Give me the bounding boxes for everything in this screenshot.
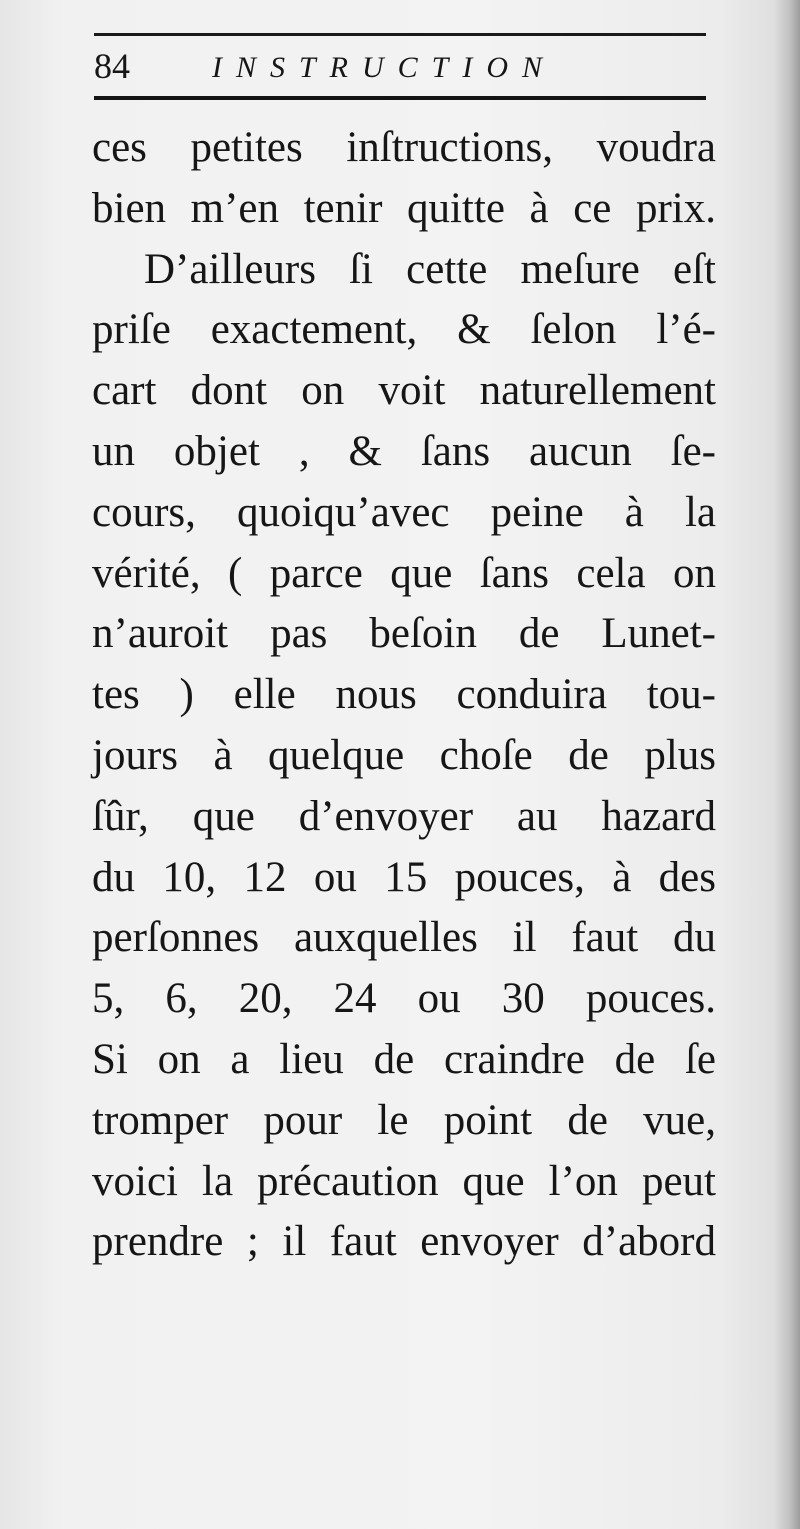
text-line: D’ailleurs ſi cette meſure eſt <box>144 245 716 293</box>
page-number: 84 <box>94 46 130 86</box>
text-line: ſûr, que d’envoyer au hazard <box>92 792 716 840</box>
text-line: ces petites inſtructions, voudra <box>92 124 716 171</box>
text-line: jours à quelque choſe de plus <box>92 731 716 779</box>
text-line: tes ) elle nous conduira tou- <box>92 671 716 719</box>
text-line: Si on a lieu de craindre de ſe <box>92 1035 716 1083</box>
running-head <box>94 44 706 92</box>
text-line: du 10, 12 ou 15 pouces, à des <box>92 853 716 901</box>
text-line: bien m’en tenir quitte à ce prix. <box>92 184 716 232</box>
text-line: perſonnes auxquelles il faut du <box>92 914 716 962</box>
body-text <box>92 118 716 1273</box>
text-line: cart dont on voit naturellement <box>92 367 716 415</box>
header-rule-bottom <box>94 96 706 100</box>
text-line: un objet , & ſans aucun ſe- <box>92 427 716 475</box>
running-title: INSTRUCTION <box>212 51 557 84</box>
text-line: cours, quoiqu’avec peine à la <box>92 488 716 536</box>
text-line: prendre ; il faut envoyer d’abord <box>92 1218 716 1266</box>
text-line: voici la précaution que l’on peut <box>92 1157 716 1205</box>
header-rule-top <box>94 33 706 36</box>
text-line: n’auroit pas beſoin de Lunet- <box>92 610 716 658</box>
text-line: priſe exactement, & ſelon l’é- <box>92 306 716 354</box>
page-binding-shadow <box>774 0 800 1529</box>
text-line: 5, 6, 20, 24 ou 30 pouces. <box>92 975 716 1023</box>
text-line: vérité, ( parce que ſans cela on <box>92 549 716 597</box>
text-line: tromper pour le point de vue, <box>92 1096 716 1144</box>
